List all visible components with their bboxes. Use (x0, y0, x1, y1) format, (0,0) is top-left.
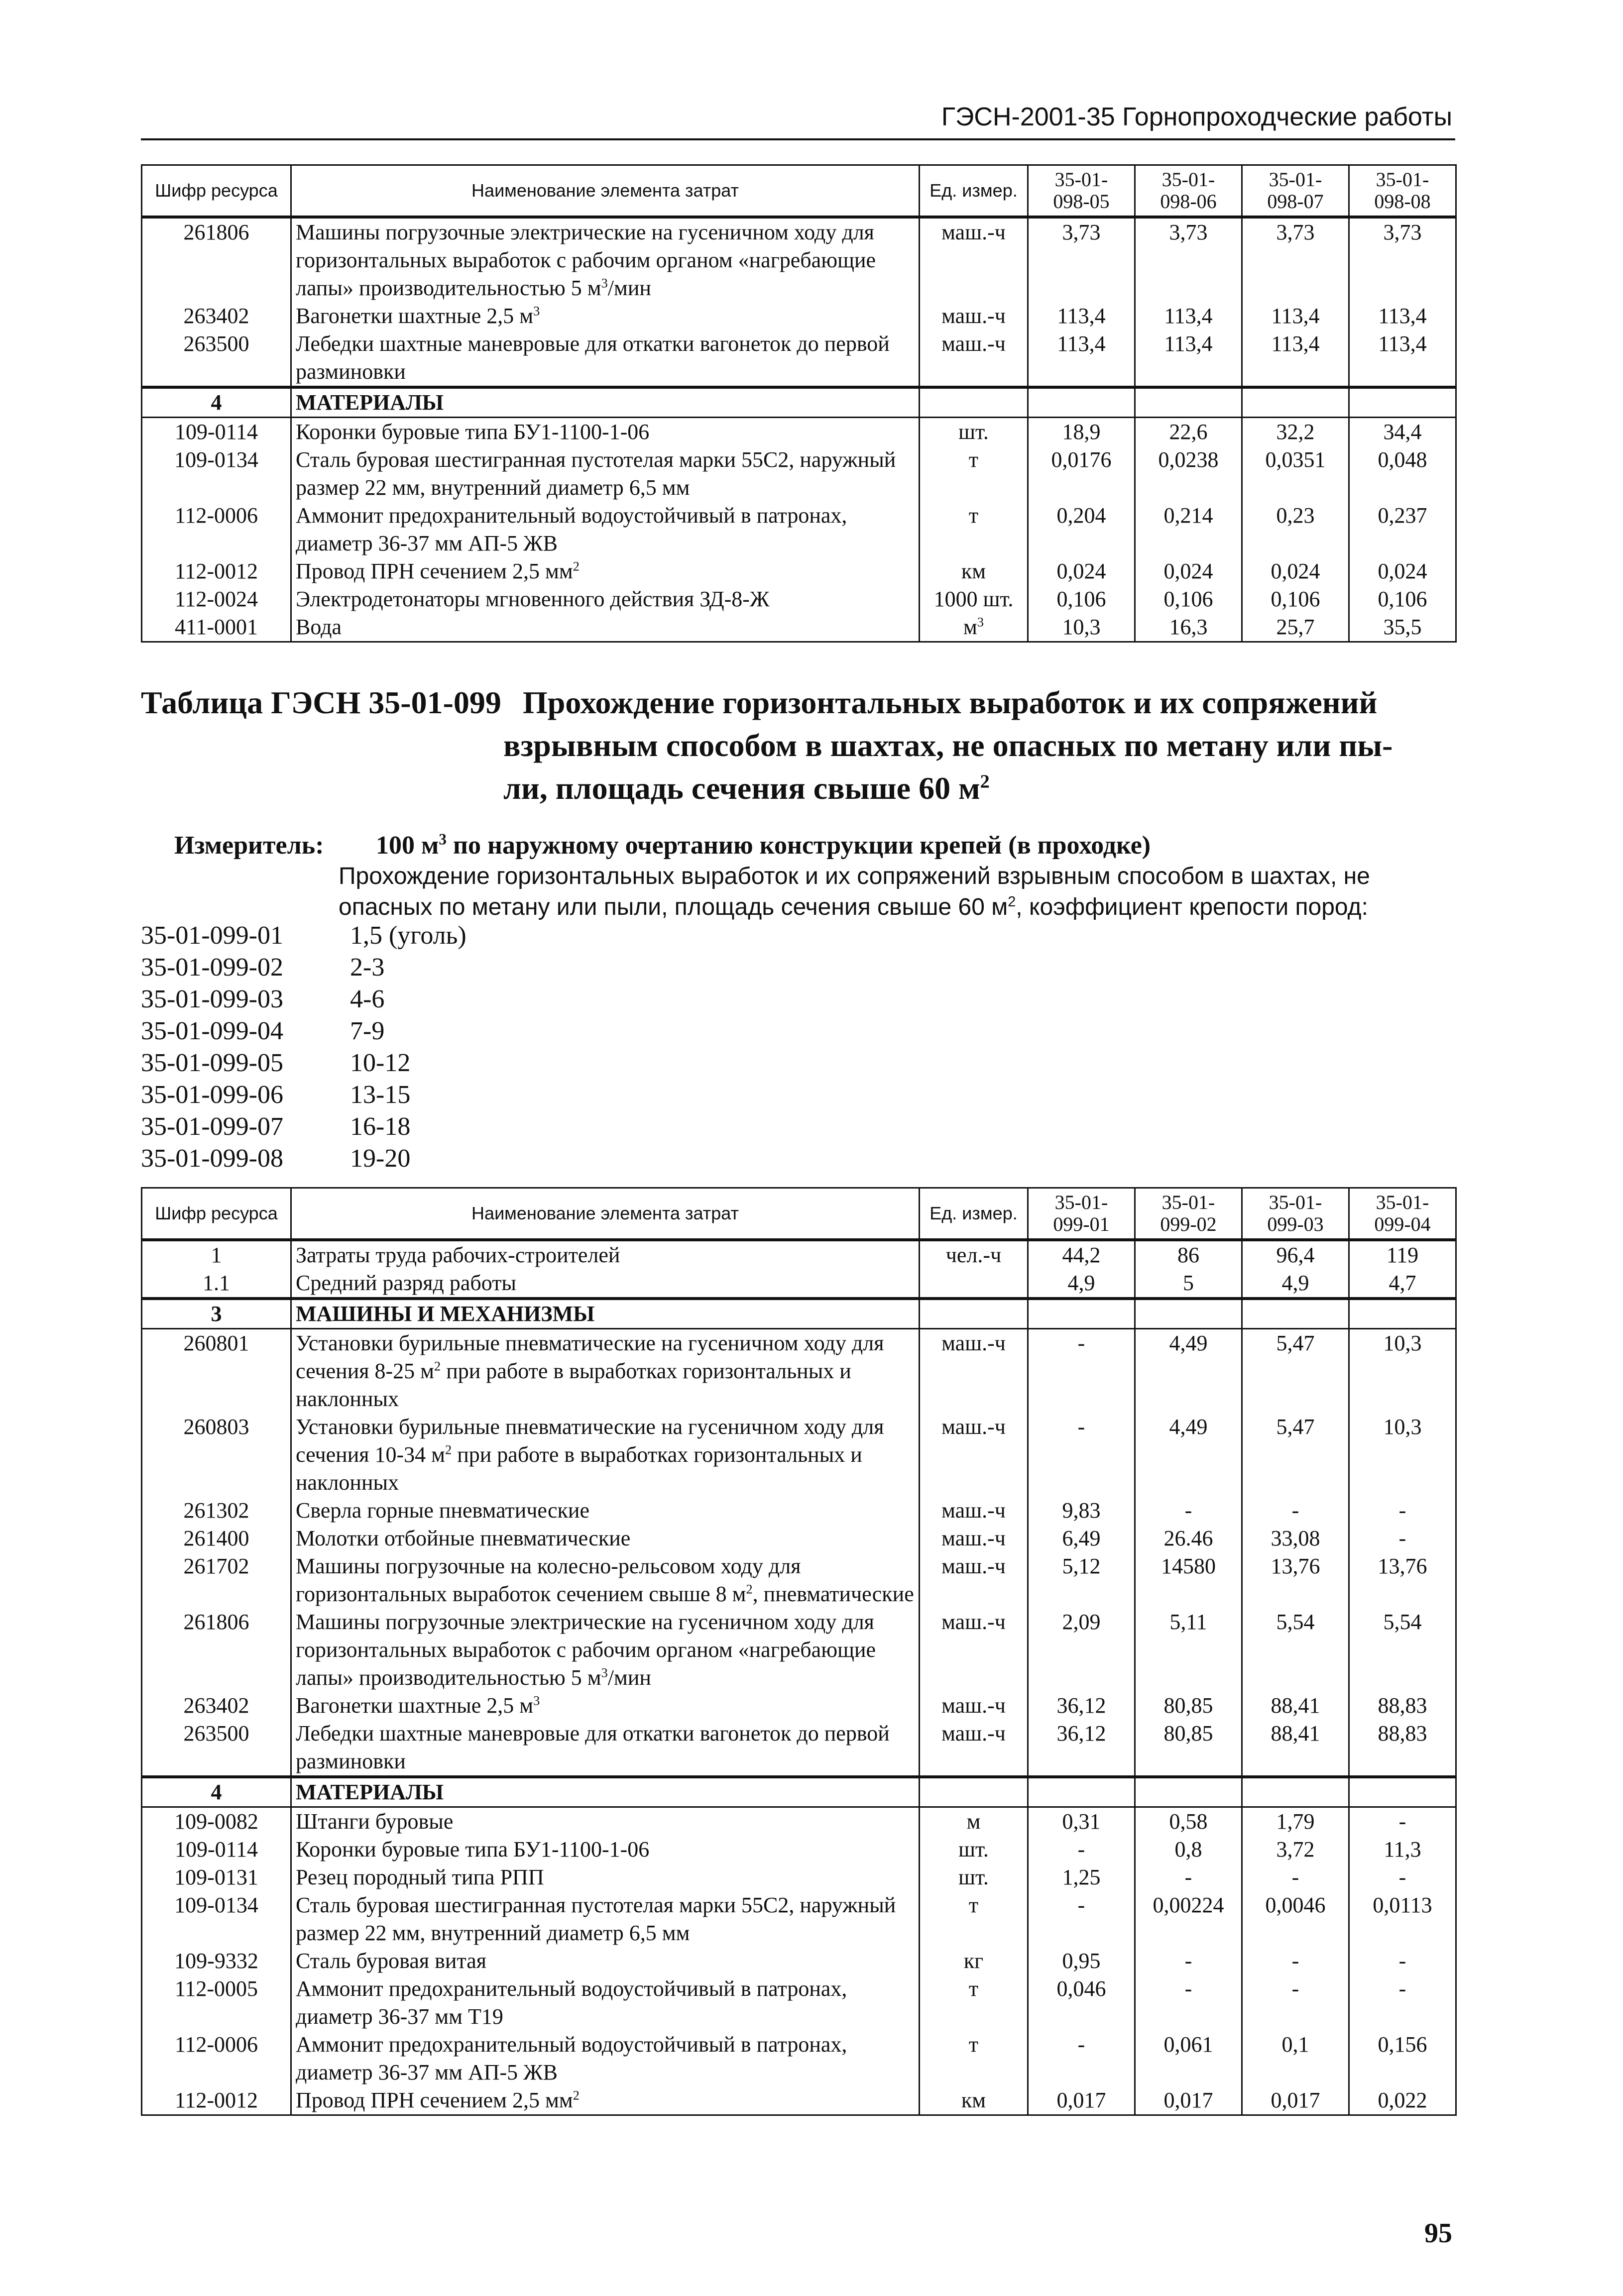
unit: кг (920, 1947, 1028, 1975)
table-row (142, 1525, 1456, 1552)
norm-value: 119 (1349, 1240, 1456, 1269)
norm-value: 0,31 (1028, 1807, 1135, 1836)
norm-value: - (1028, 1891, 1135, 1947)
description-line: опасных по метану или пыли, площадь сечения свыше 60 $м^2$, коэффициент крепости пород: (339, 894, 1368, 920)
norm-value: 0,106 (1028, 585, 1135, 613)
norm-code: 35-01-099-04 (141, 1017, 283, 1045)
norm-code: 35-01-099-01 (141, 921, 283, 950)
table-row (142, 1836, 1456, 1863)
table-row (142, 613, 1456, 642)
norm-value: 33,08 (1242, 1525, 1349, 1552)
norm-value: 96,4 (1242, 1240, 1349, 1269)
norm-value: - (1242, 1947, 1349, 1975)
norm-value: 0,8 (1135, 1836, 1242, 1863)
table-row (142, 418, 1456, 446)
norm-value (1135, 1777, 1242, 1807)
norm-value: 36,12 (1028, 1692, 1135, 1720)
norm-value: - (1349, 1863, 1456, 1891)
resource-name: Вагонетки шахтные 2,5 $м^3$ (291, 302, 920, 330)
norm-value: 4,7 (1349, 1269, 1456, 1299)
norm-value: 88,83 (1349, 1692, 1456, 1720)
norm-value: 18,9 (1028, 418, 1135, 446)
unit: т (920, 2031, 1028, 2086)
header-rule (141, 138, 1455, 140)
table-row (142, 1240, 1456, 1269)
col-norm-header: 35-01- 099-01 (1028, 1188, 1135, 1240)
table-title-number: Таблица ГЭСН 35-01-099 (141, 685, 501, 720)
resource-code: 263402 (142, 1692, 291, 1720)
resource-name: Машины погрузочные электрические на гусеничном ходу для горизонтальных выработок с рабочим органом «нагребающие лапы» производительностью 5 $м^3$/мин (291, 217, 920, 302)
norm-value: 11,3 (1349, 1836, 1456, 1863)
norm-code-value: 7-9 (350, 1017, 385, 1045)
norm-value (1135, 1299, 1242, 1329)
table-row (142, 446, 1456, 502)
section-row (142, 1777, 1456, 1807)
norm-value: 88,41 (1242, 1720, 1349, 1777)
resource-name: Сталь буровая шестигранная пустотелая марки 55С2, наружный размер 22 мм, внутренний диаметр 6,5 мм (291, 1891, 920, 1947)
norm-code-row (141, 984, 466, 1015)
resource-code: 112-0005 (142, 1975, 291, 2031)
resource-name: Сталь буровая шестигранная пустотелая марки 55С2, наружный размер 22 мм, внутренний диаметр 6,5 мм (291, 446, 920, 502)
norm-value: 0,046 (1028, 1975, 1135, 2031)
resource-code: 112-0006 (142, 2031, 291, 2086)
resource-code: 260801 (142, 1329, 291, 1414)
norm-value: 10,3 (1349, 1329, 1456, 1414)
norm-value: 0,23 (1242, 502, 1349, 557)
table-row (142, 1720, 1456, 1777)
norm-value: 113,4 (1028, 302, 1135, 330)
table-row (142, 1863, 1456, 1891)
norm-value: 3,72 (1242, 1836, 1349, 1863)
norm-value: 5,47 (1242, 1329, 1349, 1414)
unit: 1000 шт. (920, 585, 1028, 613)
resource-name: Машины погрузочные электрические на гусеничном ходу для горизонтальных выработок с рабочим органом «нагребающие лапы» производительностью 5 $м^3$/мин (291, 1608, 920, 1692)
resource-code: 109-0134 (142, 1891, 291, 1947)
norm-value: 113,4 (1028, 330, 1135, 387)
resource-name: Установки бурильные пневматические на гусеничном ходу для сечения 10-34 $м^2$ при работе в выработках горизонтальных и наклонных (291, 1413, 920, 1497)
norm-code-list (141, 920, 466, 1175)
norm-value: - (1349, 1807, 1456, 1836)
col-norm-header: 35-01- 099-02 (1135, 1188, 1242, 1240)
norm-value: 3,73 (1135, 217, 1242, 302)
resource-code: 261702 (142, 1552, 291, 1608)
unit: маш.-ч (920, 1497, 1028, 1525)
table-row (142, 1807, 1456, 1836)
norm-value: 5,54 (1242, 1608, 1349, 1692)
norm-value: 26.46 (1135, 1525, 1242, 1552)
norm-value: 13,76 (1242, 1552, 1349, 1608)
resource-code: 112-0012 (142, 557, 291, 585)
col-norm-header: 35-01- 098-07 (1242, 165, 1349, 218)
norm-value: 14580 (1135, 1552, 1242, 1608)
norm-value: 0,0046 (1242, 1891, 1349, 1947)
resource-name: Лебедки шахтные маневровые для откатки вагонеток до первой разминовки (291, 1720, 920, 1777)
norm-value: - (1349, 1975, 1456, 2031)
norm-value: 0,017 (1135, 2086, 1242, 2115)
unit: маш.-ч (920, 1329, 1028, 1414)
norm-value: 0,024 (1242, 557, 1349, 585)
col-name-header: Наименование элемента затрат (291, 1188, 920, 1240)
norm-value: - (1135, 1497, 1242, 1525)
norm-code-row (141, 1143, 466, 1175)
table-row (142, 302, 1456, 330)
norm-value: - (1028, 2031, 1135, 2086)
norm-value: 0,0238 (1135, 446, 1242, 502)
table-row (142, 1413, 1456, 1497)
norm-value: 0,156 (1349, 2031, 1456, 2086)
table-row (142, 502, 1456, 557)
resource-table-098 (141, 164, 1457, 643)
norm-value: 0,061 (1135, 2031, 1242, 2086)
norm-value: - (1349, 1525, 1456, 1552)
norm-value: 113,4 (1242, 302, 1349, 330)
table-title-line: взрывным способом в шахтах, не опасных по метану или пы- (503, 728, 1393, 763)
norm-value: 113,4 (1349, 330, 1456, 387)
norm-value: 0,204 (1028, 502, 1135, 557)
resource-name: Аммонит предохранительный водоустойчивый в патронах, диаметр 36-37 мм АП-5 ЖВ (291, 502, 920, 557)
norm-value: 88,41 (1242, 1692, 1349, 1720)
norm-value: 0,024 (1349, 557, 1456, 585)
resource-table-099 (141, 1187, 1457, 2116)
table-title-line: ли, площадь сечения свыше 60 $м^2$ (503, 770, 990, 806)
table-header-row (142, 165, 1456, 218)
norm-value: 10,3 (1349, 1413, 1456, 1497)
norm-value: 5,12 (1028, 1552, 1135, 1608)
table-row (142, 1329, 1456, 1414)
resource-code: 260803 (142, 1413, 291, 1497)
resource-code: 109-0114 (142, 418, 291, 446)
norm-value (1349, 387, 1456, 418)
resource-name: Лебедки шахтные маневровые для откатки вагонеток до первой разминовки (291, 330, 920, 387)
resource-name: Резец породный типа РПП (291, 1863, 920, 1891)
norm-value: 13,76 (1349, 1552, 1456, 1608)
table-row (142, 217, 1456, 302)
norm-value: 4,9 (1028, 1269, 1135, 1299)
unit: шт. (920, 1863, 1028, 1891)
section-row (142, 387, 1456, 418)
norm-value: 32,2 (1242, 418, 1349, 446)
unit: шт. (920, 418, 1028, 446)
norm-code: 35-01-099-07 (141, 1112, 283, 1141)
table-row (142, 557, 1456, 585)
col-code-header: Шифр ресурса (142, 165, 291, 218)
table-row (142, 1608, 1456, 1692)
norm-value: 4,9 (1242, 1269, 1349, 1299)
resource-name: Сталь буровая витая (291, 1947, 920, 1975)
norm-value: - (1349, 1497, 1456, 1525)
norm-code: 35-01-099-03 (141, 985, 283, 1013)
resource-code: 112-0006 (142, 502, 291, 557)
unit: м (920, 1807, 1028, 1836)
norm-value (1242, 1299, 1349, 1329)
norm-value: 1,25 (1028, 1863, 1135, 1891)
unit: чел.-ч (920, 1240, 1028, 1269)
resource-code: 263402 (142, 302, 291, 330)
norm-code-row (141, 1111, 466, 1143)
norm-value (1242, 1777, 1349, 1807)
norm-code: 35-01-099-05 (141, 1049, 283, 1077)
resource-code: 112-0012 (142, 2086, 291, 2115)
norm-value: 0,048 (1349, 446, 1456, 502)
table-row (142, 1975, 1456, 2031)
norm-value: 6,49 (1028, 1525, 1135, 1552)
norm-value (1028, 387, 1135, 418)
resource-code: 1 (142, 1240, 291, 1269)
norm-value (1028, 1777, 1135, 1807)
norm-value: 0,106 (1135, 585, 1242, 613)
norm-value: 113,4 (1242, 330, 1349, 387)
table-row (142, 1692, 1456, 1720)
unit: шт. (920, 1836, 1028, 1863)
resource-name: Установки бурильные пневматические на гусеничном ходу для сечения 8-25 $м^2$ при работе в выработках горизонтальных и наклонных (291, 1329, 920, 1414)
resource-code: 112-0024 (142, 585, 291, 613)
norm-value (1242, 387, 1349, 418)
norm-value: 80,85 (1135, 1720, 1242, 1777)
norm-value: 0,00224 (1135, 1891, 1242, 1947)
resource-code: 263500 (142, 1720, 291, 1777)
norm-value: 10,3 (1028, 613, 1135, 642)
norm-value: - (1349, 1947, 1456, 1975)
norm-value: 3,73 (1028, 217, 1135, 302)
resource-code: 261400 (142, 1525, 291, 1552)
norm-code-value: 2-3 (350, 953, 385, 982)
unit: маш.-ч (920, 217, 1028, 302)
unit: маш.-ч (920, 1525, 1028, 1552)
norm-code-row (141, 952, 466, 984)
norm-value: 3,73 (1242, 217, 1349, 302)
resource-name: Провод ПРН сечением 2,5 $мм^2$ (291, 557, 920, 585)
resource-name: Коронки буровые типа БУ1-1100-1-06 (291, 418, 920, 446)
norm-value: 1,79 (1242, 1807, 1349, 1836)
resource-code: 1.1 (142, 1269, 291, 1299)
norm-value: 0,1 (1242, 2031, 1349, 2086)
table-row (142, 1497, 1456, 1525)
unit: т (920, 1975, 1028, 2031)
norm-value (1349, 1777, 1456, 1807)
resource-name: Сверла горные пневматические (291, 1497, 920, 1525)
resource-name: Затраты труда рабочих-строителей (291, 1240, 920, 1269)
col-name-header: Наименование элемента затрат (291, 165, 920, 218)
norm-code-value: 4-6 (350, 985, 385, 1013)
table-row (142, 2086, 1456, 2115)
norm-code-value: 10-12 (350, 1049, 411, 1077)
unit (920, 1269, 1028, 1299)
norm-value: 4,49 (1135, 1329, 1242, 1414)
table-row (142, 330, 1456, 387)
resource-code: 261806 (142, 217, 291, 302)
norm-value: - (1135, 1863, 1242, 1891)
unit: маш.-ч (920, 1552, 1028, 1608)
measure-label: Измеритель: (174, 831, 324, 860)
norm-value: 0,106 (1242, 585, 1349, 613)
resource-code: 109-0134 (142, 446, 291, 502)
norm-value: - (1242, 1975, 1349, 2031)
norm-value: 113,4 (1135, 330, 1242, 387)
resource-code: 109-0114 (142, 1836, 291, 1863)
resource-code: 109-0131 (142, 1863, 291, 1891)
unit (920, 1777, 1028, 1807)
norm-value: 86 (1135, 1240, 1242, 1269)
unit: маш.-ч (920, 330, 1028, 387)
col-norm-header: 35-01- 099-03 (1242, 1188, 1349, 1240)
col-unit-header: Ед. измер. (920, 1188, 1028, 1240)
norm-value: 34,4 (1349, 418, 1456, 446)
unit: маш.-ч (920, 1608, 1028, 1692)
running-header: ГЭСН-2001-35 Горнопроходческие работы (941, 103, 1452, 131)
resource-name: Средний разряд работы (291, 1269, 920, 1299)
norm-value: 0,95 (1028, 1947, 1135, 1975)
unit: км (920, 2086, 1028, 2115)
norm-value: 113,4 (1349, 302, 1456, 330)
resource-code: 263500 (142, 330, 291, 387)
measure-value: 100 $м^3$ по наружному очертанию конструкции крепей (в проходке) (376, 830, 1151, 860)
norm-value: - (1135, 1975, 1242, 2031)
norm-value: 0,214 (1135, 502, 1242, 557)
table-row (142, 1552, 1456, 1608)
unit: $м^3$ (920, 613, 1028, 642)
norm-value (1349, 1299, 1456, 1329)
unit: маш.-ч (920, 1692, 1028, 1720)
unit: т (920, 1891, 1028, 1947)
norm-code-value: 16-18 (350, 1112, 411, 1141)
resource-name: Провод ПРН сечением 2,5 $мм^2$ (291, 2086, 920, 2115)
norm-value: - (1028, 1836, 1135, 1863)
table-row (142, 1269, 1456, 1299)
resource-name: МАШИНЫ И МЕХАНИЗМЫ (291, 1299, 920, 1329)
resource-code: 4 (142, 387, 291, 418)
resource-name: МАТЕРИАЛЫ (291, 387, 920, 418)
table-row (142, 585, 1456, 613)
unit: т (920, 502, 1028, 557)
table-title-line: Прохождение горизонтальных выработок и их сопряжений (523, 685, 1378, 720)
norm-value: 5,11 (1135, 1608, 1242, 1692)
unit (920, 387, 1028, 418)
resource-code: 3 (142, 1299, 291, 1329)
norm-value: 16,3 (1135, 613, 1242, 642)
unit: маш.-ч (920, 1720, 1028, 1777)
norm-code-value: 19-20 (350, 1144, 411, 1173)
norm-value: 88,83 (1349, 1720, 1456, 1777)
norm-code-value: 13-15 (350, 1081, 411, 1109)
norm-value: 0,0351 (1242, 446, 1349, 502)
norm-value: 0,024 (1135, 557, 1242, 585)
norm-value: 0,017 (1242, 2086, 1349, 2115)
norm-code: 35-01-099-08 (141, 1144, 283, 1173)
norm-value: - (1028, 1329, 1135, 1414)
table-header-row (142, 1188, 1456, 1240)
col-norm-header: 35-01- 099-04 (1349, 1188, 1456, 1240)
col-norm-header: 35-01- 098-08 (1349, 165, 1456, 218)
norm-value: 0,58 (1135, 1807, 1242, 1836)
norm-value: 9,83 (1028, 1497, 1135, 1525)
norm-value (1028, 1299, 1135, 1329)
norm-code-row (141, 1015, 466, 1047)
resource-name: Вода (291, 613, 920, 642)
norm-value: 0,106 (1349, 585, 1456, 613)
norm-value: 3,73 (1349, 217, 1456, 302)
norm-value: 5,54 (1349, 1608, 1456, 1692)
norm-value: 4,49 (1135, 1413, 1242, 1497)
resource-name: Аммонит предохранительный водоустойчивый в патронах, диаметр 36-37 мм Т19 (291, 1975, 920, 2031)
norm-value (1135, 387, 1242, 418)
norm-value: 22,6 (1135, 418, 1242, 446)
unit (920, 1299, 1028, 1329)
norm-value: 44,2 (1028, 1240, 1135, 1269)
col-unit-header: Ед. измер. (920, 165, 1028, 218)
table-row (142, 1947, 1456, 1975)
norm-value: 35,5 (1349, 613, 1456, 642)
norm-value: - (1242, 1497, 1349, 1525)
resource-name: Штанги буровые (291, 1807, 920, 1836)
norm-code-row (141, 920, 466, 952)
resource-name: Молотки отбойные пневматические (291, 1525, 920, 1552)
resource-name: Аммонит предохранительный водоустойчивый в патронах, диаметр 36-37 мм АП-5 ЖВ (291, 2031, 920, 2086)
norm-value: 80,85 (1135, 1692, 1242, 1720)
norm-value: 0,0113 (1349, 1891, 1456, 1947)
resource-code: 109-0082 (142, 1807, 291, 1836)
resource-name: МАТЕРИАЛЫ (291, 1777, 920, 1807)
col-norm-header: 35-01- 098-06 (1135, 165, 1242, 218)
norm-value: 2,09 (1028, 1608, 1135, 1692)
resource-name: Электродетонаторы мгновенного действия ЗД-8-Ж (291, 585, 920, 613)
resource-name: Коронки буровые типа БУ1-1100-1-06 (291, 1836, 920, 1863)
resource-code: 261806 (142, 1608, 291, 1692)
norm-value: 5,47 (1242, 1413, 1349, 1497)
norm-code-row (141, 1079, 466, 1111)
norm-code: 35-01-099-06 (141, 1081, 283, 1109)
table-row (142, 2031, 1456, 2086)
norm-value: 0,024 (1028, 557, 1135, 585)
description-line: Прохождение горизонтальных выработок и их сопряжений взрывным способом в шахтах, не (339, 863, 1370, 889)
norm-value: 25,7 (1242, 613, 1349, 642)
unit: т (920, 446, 1028, 502)
norm-code-row (141, 1047, 466, 1079)
norm-value: 113,4 (1135, 302, 1242, 330)
norm-value: 36,12 (1028, 1720, 1135, 1777)
norm-value: 0,022 (1349, 2086, 1456, 2115)
norm-value: 5 (1135, 1269, 1242, 1299)
col-norm-header: 35-01- 098-05 (1028, 165, 1135, 218)
norm-value: 0,017 (1028, 2086, 1135, 2115)
norm-code-value: 1,5 (уголь) (350, 921, 466, 950)
col-code-header: Шифр ресурса (142, 1188, 291, 1240)
resource-name: Машины погрузочные на колесно-рельсовом ходу для горизонтальных выработок сечением свыше 8 $м^2$, пневматические (291, 1552, 920, 1608)
unit: маш.-ч (920, 302, 1028, 330)
table-row (142, 1891, 1456, 1947)
norm-value: 0,237 (1349, 502, 1456, 557)
unit: маш.-ч (920, 1413, 1028, 1497)
norm-code: 35-01-099-02 (141, 953, 283, 982)
page-number: 95 (1424, 2218, 1452, 2249)
norm-value: - (1028, 1413, 1135, 1497)
resource-code: 4 (142, 1777, 291, 1807)
section-row (142, 1299, 1456, 1329)
resource-name: Вагонетки шахтные 2,5 $м^3$ (291, 1692, 920, 1720)
norm-value: - (1135, 1947, 1242, 1975)
norm-value: - (1242, 1863, 1349, 1891)
norm-value: 0,0176 (1028, 446, 1135, 502)
resource-code: 109-9332 (142, 1947, 291, 1975)
resource-code: 411-0001 (142, 613, 291, 642)
unit: км (920, 557, 1028, 585)
resource-code: 261302 (142, 1497, 291, 1525)
